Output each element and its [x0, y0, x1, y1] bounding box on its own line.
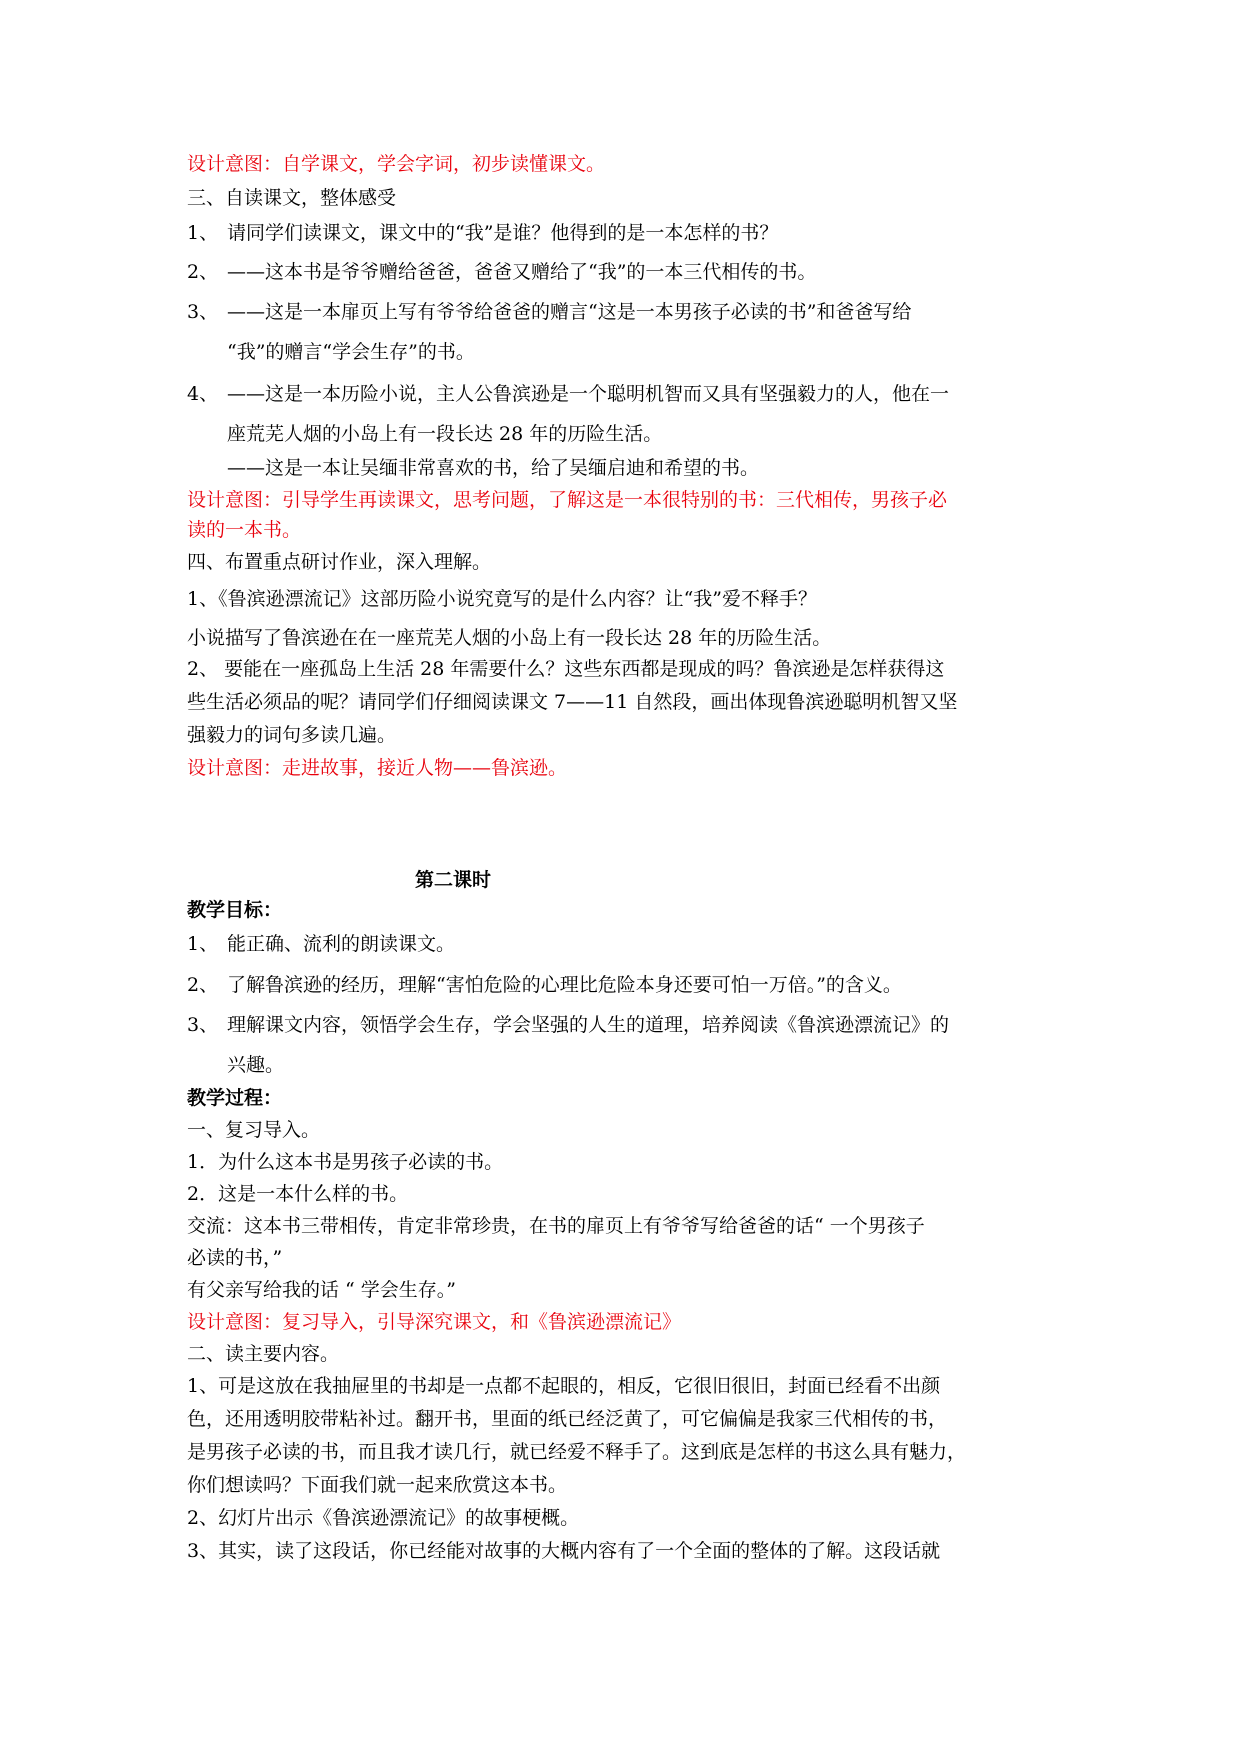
- section-heading: 三、自读课文，整体感受: [187, 187, 397, 209]
- list-item: 1、 请同学们读课文，课文中的“我”是谁？他得到的是一本怎样的书？: [187, 222, 779, 244]
- question: 强毅力的词句多读几遍。: [187, 724, 397, 746]
- list-item: 3、 ——这是一本扉页上写有爷爷给爸爸的赠言“这是一本男孩子必读的书”和爸爸写给: [187, 301, 912, 323]
- paragraph-line: 是男孩子必读的书，而且我才读几行，就已经爱不释手了。这到底是怎样的书这么具有魅力，: [187, 1441, 967, 1463]
- paragraph-line: 色，还用透明胶带粘补过。翻开书，里面的纸已经泛黄了，可它偏偏是我家三代相传的书，: [187, 1408, 948, 1430]
- list-item-continuation: 座荒芜人烟的小岛上有一段长达 28 年的历险生活。: [227, 423, 663, 445]
- paragraph-line: 2、幻灯片出示《鲁滨逊漂流记》的故事梗概。: [187, 1507, 580, 1529]
- question: 1、《鲁滨逊漂流记》这部历险小说究竟写的是什么内容？让“我”爱不释手？: [187, 588, 818, 610]
- process-heading: 教学过程：: [187, 1087, 283, 1109]
- list-item: 2、 了解鲁滨逊的经历，理解“害怕危险的心理比危险本身还要可怕一万倍。”的含义。: [187, 974, 902, 996]
- paragraph-line: 1、可是这放在我抽屉里的书却是一点都不起眼的，相反，它很旧很旧，封面已经看不出颜: [187, 1375, 941, 1397]
- list-item: 1、 能正确、流利的朗读课文。: [187, 933, 456, 955]
- question: 2．这是一本什么样的书。: [187, 1183, 409, 1205]
- question: 1．为什么这本书是男孩子必读的书。: [187, 1151, 504, 1173]
- design-intent: 设计意图：复习导入，引导深究课文，和《鲁滨逊漂流记》: [187, 1311, 682, 1333]
- question: 些生活必须品的呢？请同学们仔细阅读课文 7——11 自然段，画出体现鲁滨逊聪明机智又坚: [187, 691, 958, 713]
- design-intent: 设计意图：引导学生再读课文，思考问题，了解这是一本很特别的书：三代相传，男孩子必: [187, 489, 948, 511]
- list-item: 4、 ——这是一本历险小说，主人公鲁滨逊是一个聪明机智而又具有坚强毅力的人，他在一: [187, 383, 950, 405]
- list-item: 2、 ——这本书是爷爷赠给爸爸，爸爸又赠给了“我”的一本三代相传的书。: [187, 261, 817, 283]
- goals-heading: 教学目标：: [187, 899, 283, 921]
- list-item-continuation: 兴趣。: [227, 1054, 285, 1076]
- paragraph-line: 必读的书，”: [187, 1247, 283, 1269]
- lesson-title: 第二课时: [415, 869, 492, 891]
- paragraph-line: 交流：这本书三带相传，肯定非常珍贵，在书的扉页上有爷爷写给爸爸的话“ 一个男孩子: [187, 1215, 925, 1237]
- paragraph-line: 3、其实，读了这段话，你已经能对故事的大概内容有了一个全面的整体的了解。这段话就: [187, 1540, 941, 1562]
- paragraph-line: 你们想读吗？下面我们就一起来欣赏这本书。: [187, 1474, 568, 1496]
- design-intent: 读的一本书。: [187, 519, 302, 541]
- paragraph-line: 有父亲写给我的话 “ 学会生存。”: [187, 1279, 457, 1301]
- design-intent: 设计意图：自学课文，学会字词，初步读懂课文。: [187, 153, 606, 175]
- section-heading: 一、复习导入。: [187, 1119, 321, 1141]
- section-heading: 四、布置重点研讨作业，深入理解。: [187, 551, 492, 573]
- list-item: 3、 理解课文内容，领悟学会生存，学会坚强的人生的道理，培养阅读《鲁滨逊漂流记》的: [187, 1014, 950, 1036]
- list-item-continuation: ——这是一本让吴缅非常喜欢的书，给了吴缅启迪和希望的书。: [227, 457, 760, 479]
- design-intent: 设计意图：走进故事，接近人物——鲁滨逊。: [187, 757, 568, 779]
- list-item-continuation: “我”的赠言“学会生存”的书。: [227, 341, 475, 363]
- question: 2、 要能在一座孤岛上生活 28 年需要什么？这些东西都是现成的吗？鲁滨逊是怎样获得这: [187, 658, 945, 680]
- answer: 小说描写了鲁滨逊在在一座荒芜人烟的小岛上有一段长达 28 年的历险生活。: [187, 627, 832, 649]
- section-heading: 二、读主要内容。: [187, 1343, 340, 1365]
